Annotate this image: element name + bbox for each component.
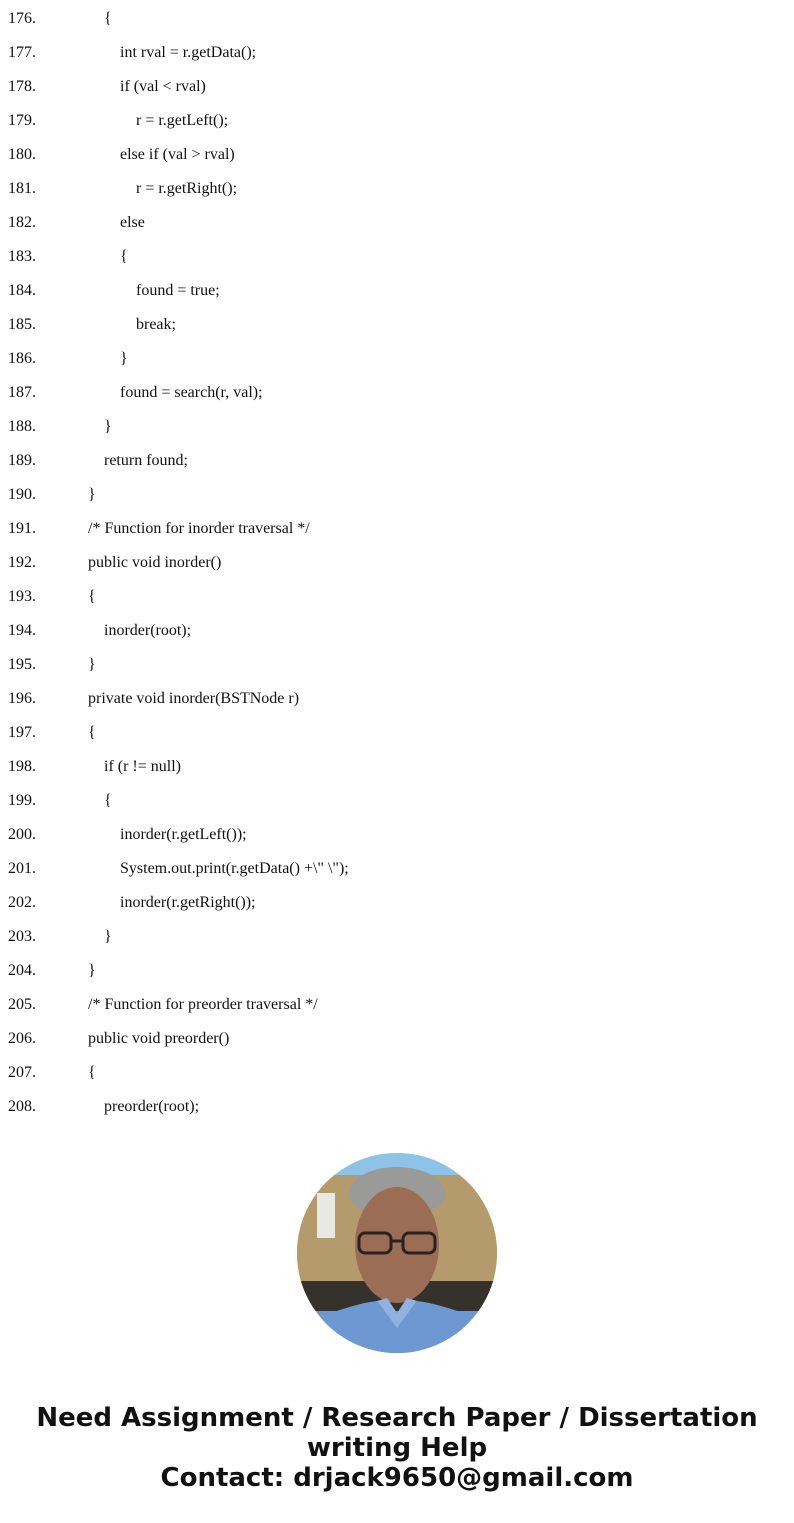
line-number: 190.	[8, 486, 36, 503]
code-line	[0, 111, 794, 145]
line-text: }	[88, 486, 96, 503]
line-text: inorder(root);	[104, 622, 192, 639]
code-line	[0, 995, 794, 1029]
promo-line-1: Need Assignment / Research Paper / Dissertation	[36, 1403, 758, 1433]
line-number: 181.	[8, 180, 36, 197]
line-number: 197.	[8, 724, 36, 741]
line-text: {	[88, 1064, 96, 1081]
code-line	[0, 417, 794, 451]
line-text: {	[88, 588, 96, 605]
line-number: 188.	[8, 418, 36, 435]
line-text: {	[120, 248, 128, 265]
line-text: /* Function for preorder traversal */	[88, 996, 318, 1013]
line-text: }	[88, 656, 96, 673]
code-line	[0, 791, 794, 825]
code-line	[0, 859, 794, 893]
line-number: 203.	[8, 928, 36, 945]
line-number: 179.	[8, 112, 36, 129]
line-text: int rval = r.getData();	[120, 44, 257, 61]
line-text: public void preorder()	[88, 1030, 230, 1047]
promo-line-2: writing Help	[306, 1433, 488, 1463]
line-text: break;	[136, 316, 176, 333]
code-line	[0, 145, 794, 179]
line-number: 205.	[8, 996, 36, 1013]
line-number: 204.	[8, 962, 36, 979]
line-number: 184.	[8, 282, 36, 299]
line-text: found = search(r, val);	[120, 384, 263, 401]
line-number: 192.	[8, 554, 36, 571]
line-number: 195.	[8, 656, 36, 673]
code-line	[0, 349, 794, 383]
author-photo	[297, 1153, 497, 1353]
code-line	[0, 757, 794, 791]
line-number: 191.	[8, 520, 36, 537]
person-portrait-icon	[297, 1153, 497, 1353]
line-text: private void inorder(BSTNode r)	[88, 690, 300, 707]
line-number: 189.	[8, 452, 36, 469]
code-line	[0, 1029, 794, 1063]
line-text: {	[104, 10, 112, 27]
promo-banner	[0, 1403, 794, 1493]
line-number: 201.	[8, 860, 36, 877]
code-line	[0, 621, 794, 655]
line-text: {	[88, 724, 96, 741]
line-text: preorder(root);	[104, 1098, 200, 1115]
code-line	[0, 281, 794, 315]
code-line	[0, 485, 794, 519]
line-text: if (r != null)	[104, 758, 181, 775]
line-text: public void inorder()	[88, 554, 222, 571]
line-text: }	[120, 350, 128, 367]
line-number: 183.	[8, 248, 36, 265]
code-line	[0, 179, 794, 213]
line-text: found = true;	[136, 282, 220, 299]
code-line	[0, 1097, 794, 1131]
line-number: 206.	[8, 1030, 36, 1047]
code-line	[0, 519, 794, 553]
code-line	[0, 451, 794, 485]
line-number: 207.	[8, 1064, 36, 1081]
code-line	[0, 825, 794, 859]
line-text: r = r.getLeft();	[136, 112, 229, 129]
code-line	[0, 77, 794, 111]
line-number: 199.	[8, 792, 36, 809]
code-line	[0, 655, 794, 689]
code-line	[0, 587, 794, 621]
line-number: 180.	[8, 146, 36, 163]
code-line	[0, 383, 794, 417]
code-line	[0, 723, 794, 757]
line-number: 208.	[8, 1098, 36, 1115]
line-number: 202.	[8, 894, 36, 911]
line-text: }	[104, 418, 112, 435]
code-line	[0, 553, 794, 587]
line-number: 185.	[8, 316, 36, 333]
line-number: 177.	[8, 44, 36, 61]
code-line	[0, 315, 794, 349]
code-line	[0, 1063, 794, 1097]
line-number: 196.	[8, 690, 36, 707]
code-line	[0, 927, 794, 961]
line-text: else	[120, 214, 145, 231]
line-number: 176.	[8, 10, 36, 27]
code-line	[0, 689, 794, 723]
line-text: inorder(r.getRight());	[120, 894, 256, 911]
line-text: inorder(r.getLeft());	[120, 826, 247, 843]
code-line	[0, 961, 794, 995]
line-number: 178.	[8, 78, 36, 95]
promo-line-3: Contact: drjack9650@gmail.com	[160, 1463, 634, 1493]
line-number: 198.	[8, 758, 36, 775]
line-text: }	[88, 962, 96, 979]
line-text: {	[104, 792, 112, 809]
code-line	[0, 43, 794, 77]
code-line	[0, 9, 794, 43]
line-text: System.out.print(r.getData() +\" \");	[120, 860, 349, 877]
line-number: 182.	[8, 214, 36, 231]
code-line	[0, 247, 794, 281]
code-line	[0, 213, 794, 247]
line-text: return found;	[104, 452, 188, 469]
line-number: 186.	[8, 350, 36, 367]
line-text: /* Function for inorder traversal */	[88, 520, 310, 537]
line-text: r = r.getRight();	[136, 180, 238, 197]
code-line	[0, 893, 794, 927]
line-text: else if (val > rval)	[120, 146, 235, 163]
line-number: 187.	[8, 384, 36, 401]
line-number: 194.	[8, 622, 36, 639]
line-text: }	[104, 928, 112, 945]
line-text: if (val < rval)	[120, 78, 206, 95]
line-number: 200.	[8, 826, 36, 843]
line-number: 193.	[8, 588, 36, 605]
